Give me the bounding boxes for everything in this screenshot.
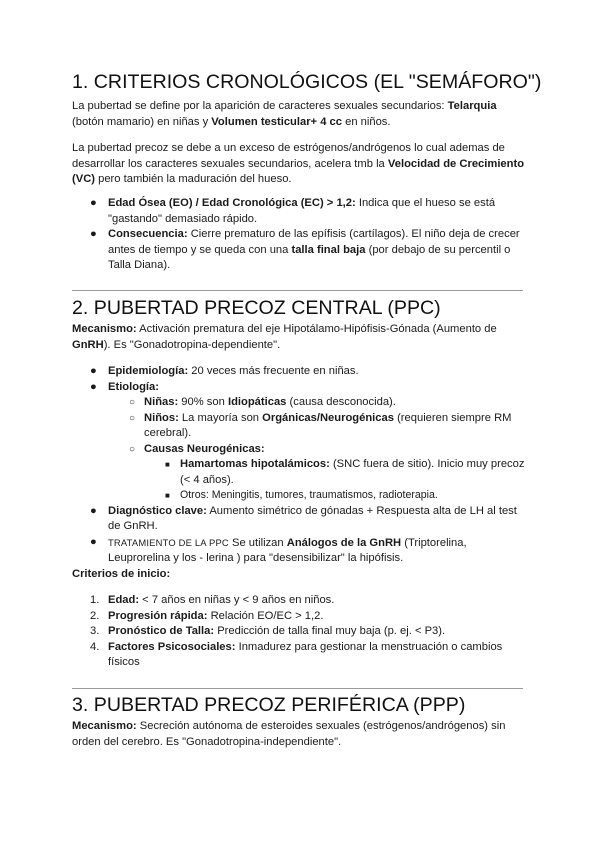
- criteria-title-text: Criterios de inicio:: [72, 568, 171, 580]
- term-gnrh: GnRH: [72, 338, 104, 351]
- bullet-text: 90% son: [178, 396, 228, 408]
- criteria-item: [72, 624, 528, 640]
- term-volumen-testicular: Volumen testicular+ 4 cc: [211, 115, 342, 128]
- list-item: [72, 227, 528, 274]
- bullet-icon: ●: [90, 365, 97, 377]
- criteria-label: Edad:: [108, 594, 140, 606]
- criteria-list: [72, 593, 528, 671]
- divider: [72, 688, 523, 689]
- term-analogos-gnrh: Análogos de la GnRH: [286, 536, 402, 549]
- circle-bullet-icon: ○: [129, 397, 136, 408]
- term-talla-final-baja: talla final baja: [291, 243, 366, 256]
- list-item-epidemiologia: [72, 364, 528, 380]
- bullet-label: Niñas:: [144, 396, 179, 408]
- bullet-text: (causa desconocida).: [286, 396, 396, 408]
- section-3-heading: 3. PUBERTAD PRECOZ PERIFÉRICA (PPP): [72, 694, 466, 716]
- bullet-icon: ●: [90, 228, 97, 240]
- section-2: [72, 296, 528, 320]
- list-item-ninos: [72, 411, 528, 442]
- bullet-text: Aumento simétrico de gónadas + Respuesta alta de LH al test de GnRH.: [108, 504, 517, 532]
- bullet-label: Epidemiología:: [108, 365, 189, 377]
- bullet-text: Otros: Meningitis, tumores, traumatismos, radioterapia.: [180, 489, 438, 501]
- bullet-text: (SNC fuera de sitio). Inicio muy precoz (< 4 años).: [180, 458, 525, 486]
- list-number: 2.: [90, 609, 100, 622]
- section-1-heading: 1. CRITERIOS CRONOLÓGICOS (EL "SEMÁFORO"): [72, 71, 542, 93]
- bullet-text: 20 veces más frecuente en niñas.: [188, 365, 359, 377]
- criteria-item: [72, 593, 528, 609]
- term-idiopaticas: Idiopáticas: [227, 396, 287, 408]
- bullet-label: Consecuencia:: [108, 228, 188, 240]
- text: Activación prematura del eje Hipotálamo-Hipófisis-Gónada (Aumento de: [136, 323, 497, 335]
- list-item-diagnostico: [72, 504, 528, 535]
- circle-bullet-icon: ○: [129, 443, 136, 455]
- square-bullet-icon: ■: [165, 491, 170, 500]
- bullet-text: Indica que el hueso se está "gastando" demasiado rápido.: [108, 197, 496, 225]
- criteria-label: Progresión rápida:: [108, 609, 208, 622]
- bullet-text: (Triptorelina, Leuprorelina y los - lerina ) para "desensibilizar" la hipófisis.: [108, 536, 467, 564]
- list-number: 3.: [90, 625, 100, 637]
- text: Secreción autónoma de esteroides sexuales (estrógenos/andrógenos) sin orden del cerebro. Es "Gonadotropina-independiente".: [72, 720, 506, 748]
- list-number: 1.: [90, 594, 100, 606]
- list-item-etiologia: [72, 380, 528, 396]
- term-velocidad-crecimiento: Velocidad de Crecimiento (VC): [72, 157, 525, 185]
- criteria-title: [72, 567, 528, 583]
- list-number: 4.: [90, 640, 100, 653]
- text: ). Es "Gonadotropina-dependiente".: [103, 338, 281, 351]
- bullet-text: Se utilizan: [228, 536, 287, 549]
- divider: [72, 290, 523, 291]
- section-3-mechanism: [72, 719, 528, 750]
- bullet-label: Edad Ósea (EO) / Edad Cronológica (EC) > 1,2:: [108, 197, 356, 209]
- text: (botón mamario) en niñas y: [72, 115, 212, 128]
- list-item-tratamiento: [72, 535, 528, 567]
- mechanism-label: Mecanismo:: [72, 720, 137, 732]
- list-item-ninas: [72, 395, 528, 411]
- criteria-text: Inmadurez para gestionar la menstruación o cambios físicos: [108, 640, 503, 668]
- section-2-list: [72, 364, 528, 567]
- section-3: [72, 693, 528, 717]
- section-2-mechanism: [72, 322, 528, 353]
- section-1-paragraph-2: [72, 141, 528, 188]
- criteria-text: < 7 años en niñas y < 9 años en niños.: [139, 594, 335, 606]
- circle-bullet-icon: ○: [129, 412, 136, 424]
- bullet-label: Etiología:: [108, 380, 159, 393]
- text: La pubertad se define por la aparición de caracteres sexuales secundarios:: [72, 100, 448, 112]
- section-1-bullets: [72, 196, 528, 274]
- text: en niños.: [341, 115, 391, 128]
- section-1: [72, 70, 542, 94]
- treatment-label: TRATAMIENTO DE LA PPC: [108, 536, 229, 548]
- criteria-label: Pronóstico de Talla:: [108, 625, 215, 637]
- bullet-text: Cierre prematuro de las epífisis (cartílagos). El niño deja de crecer antes de tiempo y se queda con una: [108, 228, 520, 256]
- bullet-label: Causas Neurogénicas:: [144, 442, 265, 455]
- bullet-icon: ●: [90, 504, 97, 517]
- criteria-label: Factores Psicosociales:: [108, 640, 236, 653]
- square-bullet-icon: ■: [165, 460, 170, 469]
- list-item-otros: [72, 488, 528, 504]
- bullet-label: Hamartomas hipotalámicos:: [180, 458, 330, 470]
- bullet-icon: ●: [90, 535, 97, 548]
- criteria-text: Predicción de talla final muy baja (p. ej. < P3).: [214, 625, 446, 637]
- section-1-paragraph-1: [72, 99, 528, 130]
- list-item-hamartomas: [72, 457, 528, 488]
- list-item-causas-neurogenicas: [72, 442, 528, 458]
- term-organicas: Orgánicas/Neurogénicas: [262, 411, 394, 424]
- criteria-item: [72, 609, 528, 625]
- list-item: [72, 196, 528, 227]
- bullet-label: Diagnóstico clave:: [108, 504, 207, 517]
- bullet-label: Niños:: [144, 411, 179, 424]
- criteria-text: Relación EO/EC > 1,2.: [207, 609, 324, 622]
- criteria-item: [72, 640, 528, 671]
- section-2-heading: 2. PUBERTAD PRECOZ CENTRAL (PPC): [72, 297, 441, 319]
- bullet-icon: ●: [90, 197, 97, 209]
- mechanism-label: Mecanismo:: [72, 323, 137, 335]
- bullet-text: (requieren siempre RM cerebral).: [144, 411, 512, 439]
- text: pero también la maduración del hueso.: [95, 173, 292, 185]
- text: La pubertad precoz se debe a un exceso de estrógenos/andrógenos lo cual ademas de desarrollar los caracteres sexuales secundarios, acelera tmb la: [72, 142, 505, 170]
- bullet-icon: ●: [90, 380, 97, 393]
- bullet-text: La mayoría son: [178, 411, 263, 424]
- bullet-text: (por debajo de su percentil o Talla Diana).: [108, 243, 511, 271]
- term-telarquia: Telarquia: [447, 100, 497, 112]
